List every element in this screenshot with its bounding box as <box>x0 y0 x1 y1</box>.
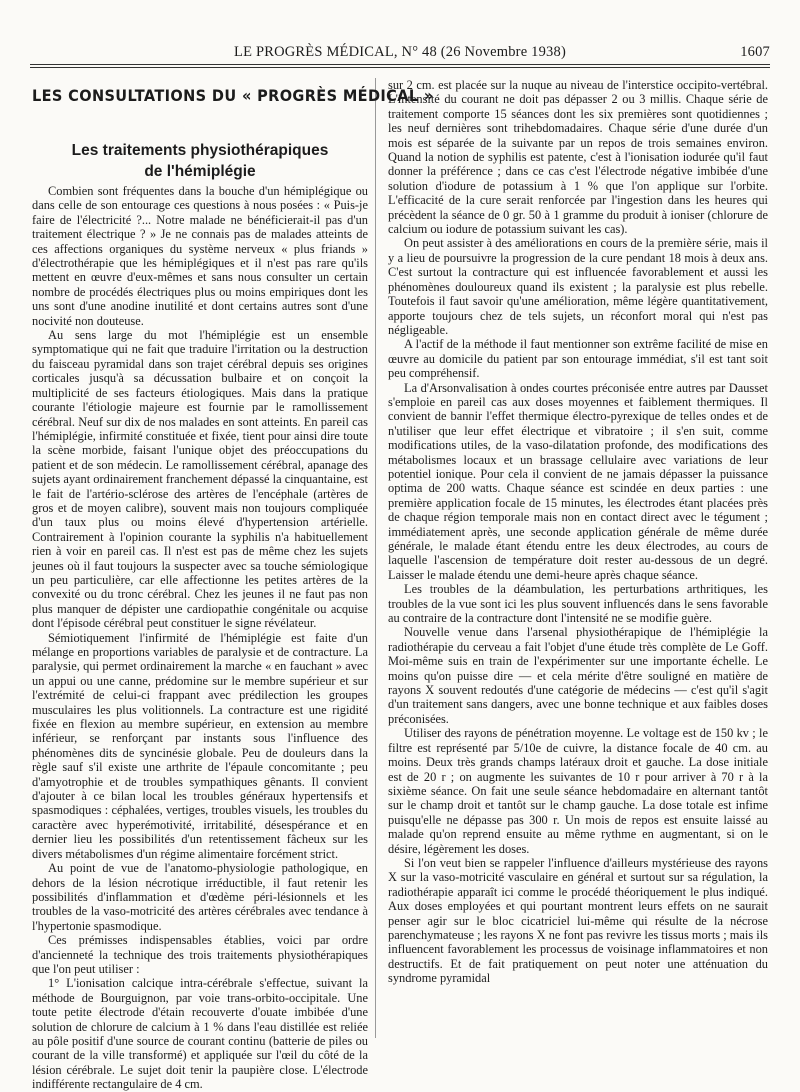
paragraph: Au sens large du mot l'hémiplégie est un ensemble symptomatique qui ne fait que traduire l'irritation ou la destruction du faisceau pyramidal dans son trajet cérébral depuis ses origines corticales jusqu'à sa décussation bulbaire et on conçoit la multiplicité de ses facteurs étiologiques. Mais dans la pratique courante l'étiologie majeure est fournie par le ramollissement cérébral. Neuf sur dix de nos malades en sont atteints. En pareil cas l'hémiplégie, infirmité constituée et fixée, tient pour ainsi dire toute la scène morbide, faisant l'unique objet des préoccupations du patient et de son médecin. Le ramollissement cérébral, apanage des sujets ayant ordinairement franchement dépassé la cinquantaine, est le fait de l'artério-sclérose des artères de l'encéphale (artères de gros et de moyen calibre), souvent mais non toujours compliquée d'un taux plus ou moins élevé d'hypertension artérielle. Contrairement à l'opinion courante la syphilis n'a habituellement rien à voir en pareil cas. Il n'est est pas de même chez les sujets jeunes où il faut toujours la suspecter avec sa touche sémiologique un peu particulière, car elle affectionne les petites artères de la convexité ou du tronc cérébral. Chez les jeunes il ne faut pas non plus manquer de dépister une cardiopathie congénitale ou acquise dont l'épisode cérébral peut constituer le signe révélateur. <box>32 328 368 631</box>
header-rule-top <box>30 64 770 65</box>
paragraph: Sémiotiquement l'infirmité de l'hémiplégie est faite d'un mélange en proportions variables de paralysie et de contracture. La paralysie, qui permet ordinairement la marche « en fauchant » avec un appui ou une canne, prédomine sur le membre supérieur et sur l'extrémité de celui-ci frappant avec prédilection les groupes musculaires les plus volitionnels. La contracture est une rigidité fixée en flexion au membre supérieur, en extension au membre inférieur, se renforçant par instants sous l'influence des phénomènes dits de syncinésie globale. Peu de douleurs dans la règle sauf s'il existe une arthrite de l'épaule concomitante ; peu d'amyotrophie et de troubles sympathiques gênants. Il convient d'ajouter à ce bilan local les troubles généraux hypertensifs et spasmodiques : céphalées, vertiges, troubles visuels, les troubles du caractère avec hyperémotivité, irritabilité, désespérance et en dernier lieu les possibilités d'un retentissement fâcheux sur les divers métabolismes d'un régime alimentaire forcément strict. <box>32 630 368 861</box>
paragraph: 1° L'ionisation calcique intra-cérébrale s'effectue, suivant la méthode de Bourguignon, par voie trans-orbito-occipitale. Une toute petite électrode d'étain recouverte d'ouate imbibée d'une solution de chlorure de calcium à 1 % dans l'eau distillée est reliée au pôle positif d'une source de courant continu (batterie de piles ou courant de la ville transformé) et appliquée sur l'œil du côté de la lésion cérébrale. Le sujet doit tenir la paupière close. L'électrode indifférente rectangulaire de 4 cm. <box>32 976 368 1092</box>
paragraph: Les troubles de la déambulation, les perturbations arthritiques, les troubles de la vue sont ici les plus souvent influencés dans le sens favorable au contraire de la contracture dont l'intensité ne se modifie guère. <box>388 582 768 626</box>
right-column <box>388 78 768 986</box>
header-rule-bottom <box>30 67 770 68</box>
paragraph: A l'actif de la méthode il faut mentionner son extrême facilité de mise en œuvre au domicile du patient par son entourage immédiat, s'il est tant soit peu compréhensif. <box>388 337 768 381</box>
paragraph: Si l'on veut bien se rappeler l'influence d'ailleurs mystérieuse des rayons X sur la vaso-motricité vasculaire en général et surtout sur sa régulation, la radiothérapie apparaît ici comme le procédé théoriquement le plus indiqué. Aux doses employées et qui pourtant montrent leurs effets on ne saurait penser agir sur le bloc cicatriciel lui-même qui résulte de la nécrose parenchymateuse ; les rayons X ne font pas revivre les tissus morts ; mais ils influencent favorablement les processus de voisinage inflammatoires et non destructifs. Et de fait pratiquement on peut noter une atténuation du syndrome pyramidal <box>388 855 768 986</box>
section-rubric: LES CONSULTATIONS DU « PROGRÈS MÉDICAL » <box>32 86 434 105</box>
paragraph: On peut assister à des améliorations en cours de la première série, mais il y a lieu de poursuivre la progression de la cure pendant 18 mois à deux ans. C'est surtout la contracture qui est influencée favorablement et aussi les phénomènes douloureux quand ils existent ; la paralysie est plus rebelle. Toutefois il faut savoir qu'une amélioration, même légère quantitativement, apporte toujours chez de tels sujets, un réconfort moral qui n'est pas négligeable. <box>388 236 768 337</box>
left-column <box>32 184 368 1092</box>
article-title-line-1: Les traitements physiothérapiques <box>71 142 329 159</box>
paragraph: Au point de vue de l'anatomo-physiologie pathologique, en dehors de la lésion nécrotique irréductible, il faut retenir les possibilités d'inflammation et d'œdème péri-lésionnels et les troubles de la vaso-motricité des artères cérébrales avec tendance à l'hypertonie spasmodique. <box>32 861 368 933</box>
paragraph: Ces prémisses indispensables établies, voici par ordre d'ancienneté la technique des trois traitements physiothérapiques que l'on peut utiliser : <box>32 933 368 976</box>
page-number: 1607 <box>740 44 770 60</box>
paragraph: Nouvelle venue dans l'arsenal physiothérapique de l'hémiplégie la radiothérapie du cerveau a fait l'objet d'une étude très complète de Le Goff. Moi-même suis en train de l'expérimenter sur une importante échelle. Le moins qu'on puisse dire — et cela mérite d'être souligné en matière de rayons X souvent redoutés d'une catégorie de médecins — c'est qu'il s'agit d'un traitement sans dangers, avec une bonne technique et aux faibles doses préconisées. <box>388 625 768 726</box>
article-title-line-2: de l'hémiplégie <box>144 163 256 180</box>
paragraph: Combien sont fréquentes dans la bouche d'un hémiplégique ou dans celle de son entourage ces questions à nous posées : « Puis-je faire de l'électricité ?... Notre malade ne bénéficierait-il pas d'un traitement électrique ? » Je ne connais pas de malades atteints de ces affections organiques du système nerveux « plus friands » d'électrothérapie que les hémiplégiques et il n'est pas rare qu'ils mettent en œuvre d'eux-mêmes et sans nous consulter un certain nombre de procédés électriques plus ou moins empiriques dont les uns sont d'une anodine inutilité et dont certains autres sont d'une nocivité non douteuse. <box>32 184 368 328</box>
paragraph: La d'Arsonvalisation à ondes courtes préconisée entre autres par Dausset s'emploie en pareil cas aux doses moyennes et faiblement thermiques. Il convient de bannir l'effet thermique électro-pyrexique de telles ondes et de n'utiliser que leur effet électrique et vibratoire ; il s'en suit, comme modifications utiles, de la vaso-dilatation profonde, des modifications des métabolismes locaux et un brassage cellulaire avec variations de leur potentiel ionique. Pour cela il convient de ne jamais dépasser la puissance optima de 200 watts. Chaque séance est scindée en deux parties : une première application focale de 15 minutes, les électrodes étant placées près de chaque région temporale mais non en contact direct avec le tégument ; immédiatement après, une seconde application générale de même durée générale, le malade étant étendu entre les deux électrodes, au cours de laquelle l'ascension de température doit rester au-dessous de un degré. Laisser le malade étendu une demi-heure après chaque séance. <box>388 380 768 582</box>
running-header <box>30 44 770 64</box>
paragraph-continued: sur 2 cm. est placée sur la nuque au niveau de l'interstice occipito-vertébral. L'intensité du courant ne doit pas dépasser 2 ou 3 millis. Chaque série de traitement comporte 15 séances dont les six premières sont quotidiennes ; les neuf dernières sont trihebdomadaires. Chaque série d'une durée d'un mois est séparée de la suivante par un repos de trois semaines environ. Quand la notion de syphilis est patente, c'est à l'ionisation iodurée qu'il faut donner la préférence ; dans ce cas c'est l'électrode négative imbibée d'une solution d'iodure de potassium à 1 % que l'on applique sur l'orbite. L'efficacité de la cure serait renforcée par l'ingestion dans les heures qui précèdent la séance de 0 gr. 50 à 1 gramme du produit à ioniser (chlorure de calcium ou iodure de potassium suivant les cas). <box>388 78 768 237</box>
article-title <box>32 140 368 182</box>
column-divider <box>375 78 376 1038</box>
paragraph: Utiliser des rayons de pénétration moyenne. Le voltage est de 150 kv ; le filtre est représenté par 5/10e de cuivre, la distance focale de 40 cm. au moins. Deux très grands champs latéraux droit et gauche. La dose initiale est de 20 r ; on augmente les suivantes de 10 r pour arriver à 70 r à la sixième séance. On fait une seule séance hebdomadaire en alternant tantôt sur le champ droit et tantôt sur le champ gauche. La dose totale est infime puisqu'elle ne dépasse pas 300 r. Un mois de repos est ensuite laissé au malade qu'on reprend ensuite au même rythme en augmentant, si on le désire, légèrement les doses. <box>388 726 768 856</box>
running-title: LE PROGRÈS MÉDICAL, N° 48 (26 Novembre 1938) <box>234 44 566 60</box>
